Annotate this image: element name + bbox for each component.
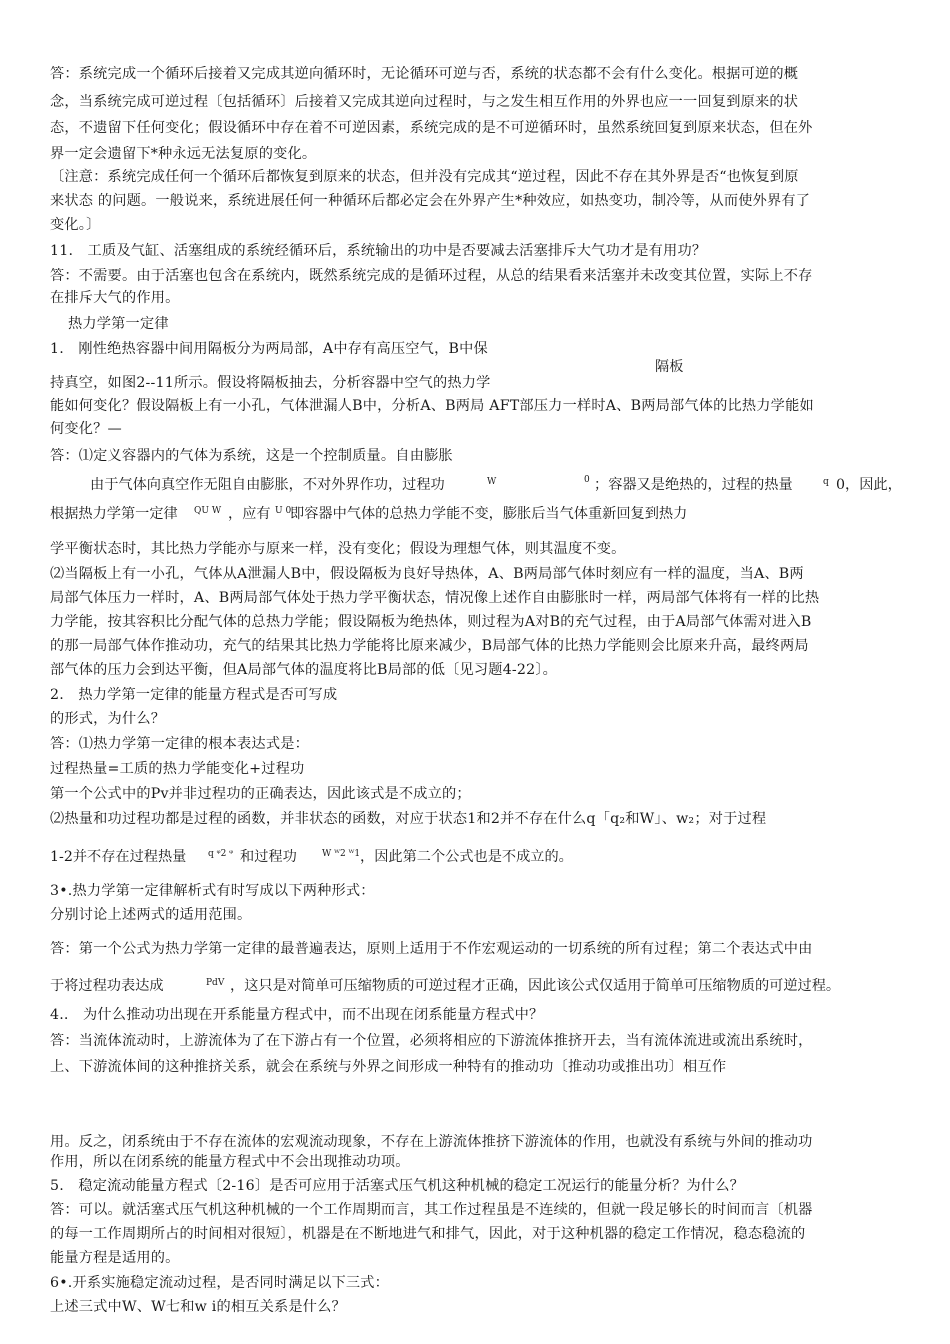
answer-11-line-2: 在排斥大气的作用。 [50,290,180,306]
answer-3-line-2b: ，这只是对简单可压缩物质的可逆过程才正确，因此该公式仅适用于简单可压缩物质的可逆过程。 [230,978,841,994]
question-2-line-1: 2. 热力学第一定律的能量方程式是否可写成 [50,687,338,703]
answer-1-line-3c: 即容器中气体的总热力学能不变，膨胀后当气体重新回复到热力 [290,506,688,522]
answer-10-line-4: 界一定会遗留下*种永远无法复原的变化。 [50,146,317,162]
question-1-line-1: 1. 刚性绝热容器中间用隔板分为两局部，A中存有高压空气，B中保 [50,341,488,357]
answer-11-line-1: 答：不需要。由于活塞也包含在系统内，既然系统完成的是循环过程，从总的结果看来活塞并未改变其位置，实际上不存 [50,268,813,284]
answer-5-line-1: 答：可以。就活塞式压气机这种机械的一个工作周期而言，其工作过程虽是不连续的，但就一段足够长的时间而言〔机器 [50,1202,813,1218]
answer-10-line-1: 答：系统完成一个循环后接着又完成其逆向循环时，无论循环可逆与否，系统的状态都不会有什么变化。根据可逆的概 [50,66,799,82]
answer-1-line-2c: 0，因此， [836,477,902,493]
answer-4-line-4: 作用，所以在闭系统的能量方程式中不会出现推动功项。 [50,1154,410,1170]
figure-label-partition: 隔板 [655,359,684,375]
question-1-line-3: 能如何变化？假设隔板上有一小孔，气体泄漏人B中，分析A、B两局 AFT部压力一样时A、B两局部气体的比热力学能如 [50,398,814,414]
answer-2-line-5b: 和过程功 [240,849,297,865]
answer-2-line-2: 过程热量=工质的热力学能变化+过程功 [50,761,305,777]
answer-3-line-1: 答：第一个公式为热力学第一定律的最普遍表达，原则上适用于不作宏观运动的一切系统的所有过程；第二个表达式中由 [50,941,813,957]
formula-q12: q ᵠ2 ᵠ [208,849,234,859]
answer-1-part2-line-2: 局部气体压力一样时，A、B两局部气体处于热力学平衡状态，情况像上述作自由膨胀时一样，两局部气体将有一样的比热 [50,590,820,606]
formula-first-law: QU W [194,506,222,516]
answer-2-line-5c: ，因此第二个公式也是不成立的。 [360,849,573,865]
answer-4-line-3: 用。反之，闭系统由于不存在流体的宏观流动现象，不存在上游流体推挤下游流体的作用，也就没有系统与外间的推动功 [50,1134,813,1150]
answer-5-line-2: 的每一工作周期所占的时间相对很短〕，机器是在不断地进气和排气，因此，对于这种机器的稳定工作情况，稳态稳流的 [50,1226,806,1242]
answer-1-line-1: 答：⑴定义容器内的气体为系统，这是一个控制质量。自由膨胀 [50,448,453,464]
answer-3-line-2a: 于将过程功表达成 [50,978,164,994]
formula-zero: 0 [584,475,590,485]
answer-2-line-5a: 1-2并不存在过程热量 [50,849,187,865]
answer-1-line-3a: 根据热力学第一定律 [50,506,178,522]
formula-q: q [823,477,829,487]
answer-1-part2-line-5: 部气体的压力会到达平衡，但A局部气体的温度将比B局部的低〔见习题4-22〕。 [50,662,558,678]
question-2-line-2: 的形式，为什么？ [50,711,166,727]
section-heading: 热力学第一定律 [68,316,169,332]
question-1-line-2: 持真空，如图2--11所示。假设将隔板抽去，分析容器中空气的热力学 [50,375,491,391]
answer-5-line-3: 能量方程是适用的。 [50,1250,180,1266]
answer-1-part2-line-1: ⑵当隔板上有一小孔，气体从A泄漏人B中，假设隔板为良好导热体，A、B两局部气体时刻应有一样的温度，当A、B两 [50,566,804,582]
answer-10-line-3: 态，不遗留下任何变化；假设循环中存在着不可逆因素，系统完成的是不可逆循环时，虽然系统回复到原来状态，但在外 [50,120,813,136]
answer-10-line-2: 念，当系统完成可逆过程〔包括循环〕后接着又完成其逆向过程时，与之发生相互作用的外界也应一一回复到原来的状 [50,94,799,110]
formula-u: U 0, [275,506,295,516]
answer-2-line-4: ⑵热量和功过程功都是过程的函数，并非状态的函数，对应于状态1和2并不存在什么q「q₂和W」、w₂；对于过程 [50,811,767,827]
note-line-2: 来状态 的问题。一般说来，系统进展任何一种循环后都必定会在外界产生*种效应，如热变功，制冷等，从而使外界有了 [50,193,811,209]
note-line-3: 变化。〕 [50,217,101,233]
note-line-1: 〔注意：系统完成任何一个循环后都恢复到原来的状态，但并没有完成其“逆过程，因此不存在其外界是否“也恢复到原 [50,169,799,185]
question-11: 11. 工质及气缸、活塞组成的系统经循环后，系统输出的功中是否要减去活塞排斥大气功才是有用功？ [50,243,707,259]
question-6-line-2: 上述三式中W、W七和w i的相互关系是什么？ [50,1299,346,1315]
answer-1-part2-line-4: 的那一局部气体作推动功，充气的结果其比热力学能将比原来减少，B局部气体的比热力学能则会比原来升高，最终两局 [50,638,809,654]
answer-1-line-2a: 由于气体向真空作无阻自由膨胀，不对外界作功，过程功 [90,477,445,493]
question-5: 5. 稳定流动能量方程式〔2-16〕是否可应用于活塞式压气机这种机械的稳定工况运行的能量分析？为什么？ [50,1178,745,1194]
question-6-line-1: 6•.开系实施稳定流动过程，是否同时满足以下三式： [50,1275,390,1291]
answer-2-line-3: 第一个公式中的Pv并非过程功的正确表达，因此该式是不成立的； [50,786,471,802]
answer-1-line-2b: ；容器又是绝热的，过程的热量 [594,477,793,493]
question-1-line-4: 何变化？— [50,421,122,437]
answer-1-line-4: 学平衡状态时，其比热力学能亦与原来一样，没有变化；假设为理想气体，则其温度不变。 [50,541,626,557]
formula-w12: W ᵂ2 ᵂ1 [322,849,361,859]
answer-4-line-1: 答：当流体流动时，上游流体为了在下游占有一个位置，必须将相应的下游流体推挤开去，当有流体流进或流出系统时， [50,1033,813,1049]
answer-2-line-1: 答：⑴热力学第一定律的根本表达式是： [50,736,309,752]
question-4: 4.. 为什么推动功出现在开系能量方程式中，而不出现在闭系能量方程式中？ [50,1007,544,1023]
answer-1-line-3b: ，应有 [228,506,271,522]
formula-w: W [487,477,497,487]
answer-4-line-2: 上、下游流体间的这种推挤关系，就会在系统与外界之间形成一种特有的推动功〔推动功或推出功〕相互作 [50,1059,727,1075]
answer-1-part2-line-3: 力学能，按其容积比分配气体的总热力学能；假设隔板为绝热体，则过程为A对B的充气过程，由于A局部气体需对进入B [50,614,812,630]
question-3-line-1: 3•.热力学第一定律解析式有时写成以下两种形式： [50,883,375,899]
question-3-line-2: 分别讨论上述两式的适用范围。 [50,907,252,923]
formula-pdv: PdV [206,978,225,988]
